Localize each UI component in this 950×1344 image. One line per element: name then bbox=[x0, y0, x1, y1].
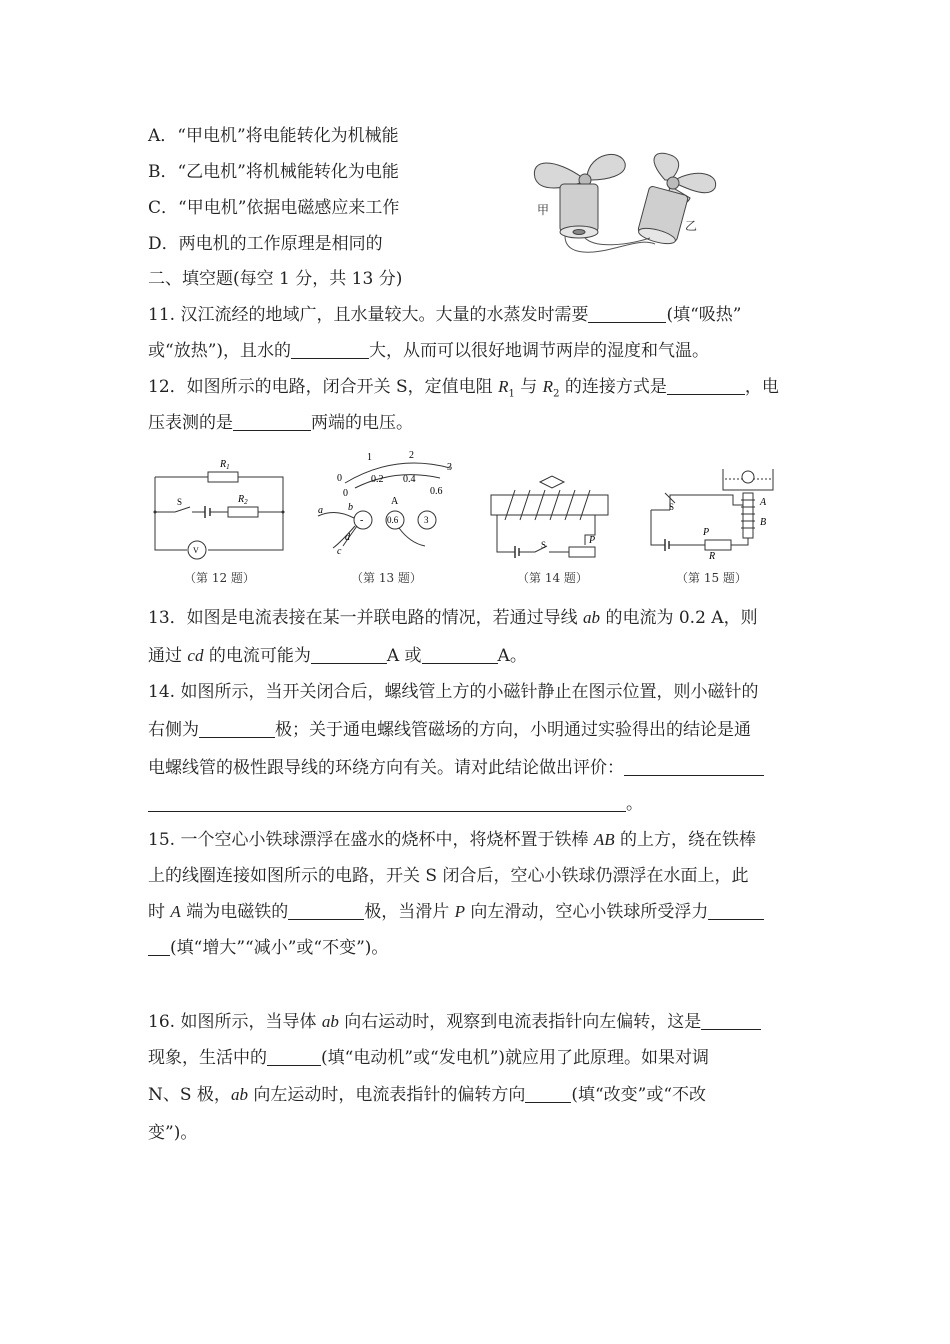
q16-line3: N、S 极，ab 向左运动时，电流表指针的偏转方向 (填“改变”或“不改 bbox=[148, 1085, 707, 1105]
fig12-voltmeter-label: V bbox=[193, 546, 199, 555]
answer-blank[interactable] bbox=[291, 341, 369, 359]
q15-line3: 时 A 端为电磁铁的 极，当滑片 P 向左滑动，空心小铁球所受浮力 bbox=[148, 901, 764, 923]
answer-blank[interactable] bbox=[148, 794, 626, 812]
answer-blank[interactable] bbox=[311, 646, 387, 664]
figure-13-ammeter bbox=[315, 448, 460, 563]
answer-blank[interactable] bbox=[701, 1012, 761, 1030]
fig13-wire-d: d bbox=[345, 532, 350, 543]
q15-line1: 15. 一个空心小铁球漂浮在盛水的烧杯中，将烧杯置于铁棒 AB 的上方，绕在铁棒 bbox=[148, 830, 757, 850]
fig13-terminal-3: 3 bbox=[424, 515, 429, 525]
fig13-btick-04: 0.4 bbox=[403, 474, 416, 485]
fig14-slider-label: P bbox=[589, 535, 596, 546]
answer-blank[interactable] bbox=[288, 902, 364, 920]
q14-line2: 右侧为 极；关于通电螺线管磁场的方向，小明通过实验得出的结论是通 bbox=[148, 720, 751, 740]
fig13-terminal-minus: - bbox=[360, 515, 364, 526]
answer-blank[interactable] bbox=[708, 902, 764, 920]
fig14-switch-label: S bbox=[541, 540, 547, 550]
option-c: C．“甲电机”依据电磁感应来工作 bbox=[148, 198, 400, 218]
figure-14-solenoid bbox=[485, 470, 615, 562]
answer-blank[interactable] bbox=[525, 1085, 571, 1103]
fig12-switch-label: S bbox=[177, 497, 183, 507]
q12-line1: 12．如图所示的电路，闭合开关 S，定值电阻 $R_1$ 与 $R_2$ 的连接方式是 ，电 bbox=[148, 377, 779, 400]
option-a: A．“甲电机”将电能转化为机械能 bbox=[148, 126, 399, 146]
option-b: B．“乙电机”将机械能转化为电能 bbox=[148, 162, 399, 182]
q14-line4: 。 bbox=[148, 793, 643, 815]
q11-line2: 或“放热”)，且水的 大，从而可以很好地调节两岸的湿度和气温。 bbox=[148, 341, 710, 361]
caption-15: （第 15 题） bbox=[676, 571, 747, 585]
fig13-btick-06: 0.6 bbox=[430, 486, 443, 497]
fig13-btick-02: 0.2 bbox=[371, 474, 384, 485]
answer-blank[interactable] bbox=[233, 413, 311, 431]
fig13-tick-3: 3 bbox=[447, 462, 452, 473]
label-yi: 乙 bbox=[685, 219, 698, 233]
q14-line1: 14. 如图所示，当开关闭合后，螺线管上方的小磁针静止在图示位置，则小磁针的 bbox=[148, 682, 759, 702]
q14-line3: 电螺线管的极性跟导线的环绕方向有关。请对此结论做出评价： bbox=[148, 757, 764, 779]
fig13-amp-label: A bbox=[391, 496, 399, 507]
q13-line1: 13．如图是电流表接在某一并联电路的情况，若通过导线 ab 的电流为 0.2 A，则 bbox=[148, 608, 758, 628]
fig15-slider-label: P bbox=[703, 527, 710, 538]
fig15-label-a: A bbox=[760, 497, 767, 508]
answer-blank[interactable] bbox=[422, 646, 498, 664]
fig13-tick-1: 1 bbox=[367, 452, 372, 463]
option-d: D．两电机的工作原理是相同的 bbox=[148, 234, 383, 254]
answer-blank[interactable] bbox=[148, 938, 170, 956]
fig15-rheostat-label: R bbox=[709, 551, 716, 562]
answer-blank[interactable] bbox=[624, 758, 764, 776]
answer-blank[interactable] bbox=[588, 305, 666, 323]
caption-14: （第 14 题） bbox=[517, 571, 588, 585]
caption-13: （第 13 题） bbox=[351, 571, 422, 585]
fig12-r1-label: $R_1$ bbox=[220, 459, 230, 471]
q16-line1: 16. 如图所示，当导体 ab 向右运动时，观察到电流表指针向左偏转，这是 bbox=[148, 1011, 761, 1033]
fig13-wire-c: c bbox=[337, 546, 342, 557]
fig12-r2-label: $R_2$ bbox=[238, 494, 248, 506]
fig13-tick-2: 2 bbox=[409, 450, 414, 461]
section-title: 二、填空题(每空 1 分，共 13 分) bbox=[148, 269, 403, 289]
q12-line2: 压表测的是 两端的电压。 bbox=[148, 413, 413, 433]
figure-15-beaker-circuit bbox=[645, 465, 785, 562]
figure-12-circuit bbox=[150, 452, 290, 562]
q15-line4: (填“增大”“减小”或“不变”)。 bbox=[148, 937, 388, 959]
fig15-label-b: B bbox=[760, 517, 767, 528]
fig13-wire-a: a bbox=[318, 505, 323, 516]
answer-blank[interactable] bbox=[267, 1048, 321, 1066]
q13-line2: 通过 cd 的电流可能为 A 或 A。 bbox=[148, 646, 527, 666]
q15-line2: 上的线圈连接如图所示的电路，开关 S 闭合后，空心小铁球仍漂浮在水面上，此 bbox=[148, 866, 749, 886]
caption-12: （第 12 题） bbox=[184, 571, 255, 585]
label-jia: 甲 bbox=[537, 203, 550, 217]
q16-line2: 现象，生活中的 (填“电动机”或“发电机”)就应用了此原理。如果对调 bbox=[148, 1048, 710, 1068]
q16-line4: 变”)。 bbox=[148, 1123, 198, 1143]
fig13-btick-0: 0 bbox=[343, 488, 348, 499]
answer-blank[interactable] bbox=[667, 377, 745, 395]
fig13-terminal-06: 0.6 bbox=[387, 515, 399, 525]
fig13-wire-b: b bbox=[348, 502, 353, 513]
fig15-switch-label: S bbox=[669, 502, 675, 512]
fig13-tick-0: 0 bbox=[337, 473, 342, 484]
answer-blank[interactable] bbox=[199, 720, 275, 738]
motor-figure bbox=[525, 148, 725, 263]
q11-line1: 11. 汉江流经的地域广，且水量较大。大量的水蒸发时需要 (填“吸热” bbox=[148, 305, 742, 325]
